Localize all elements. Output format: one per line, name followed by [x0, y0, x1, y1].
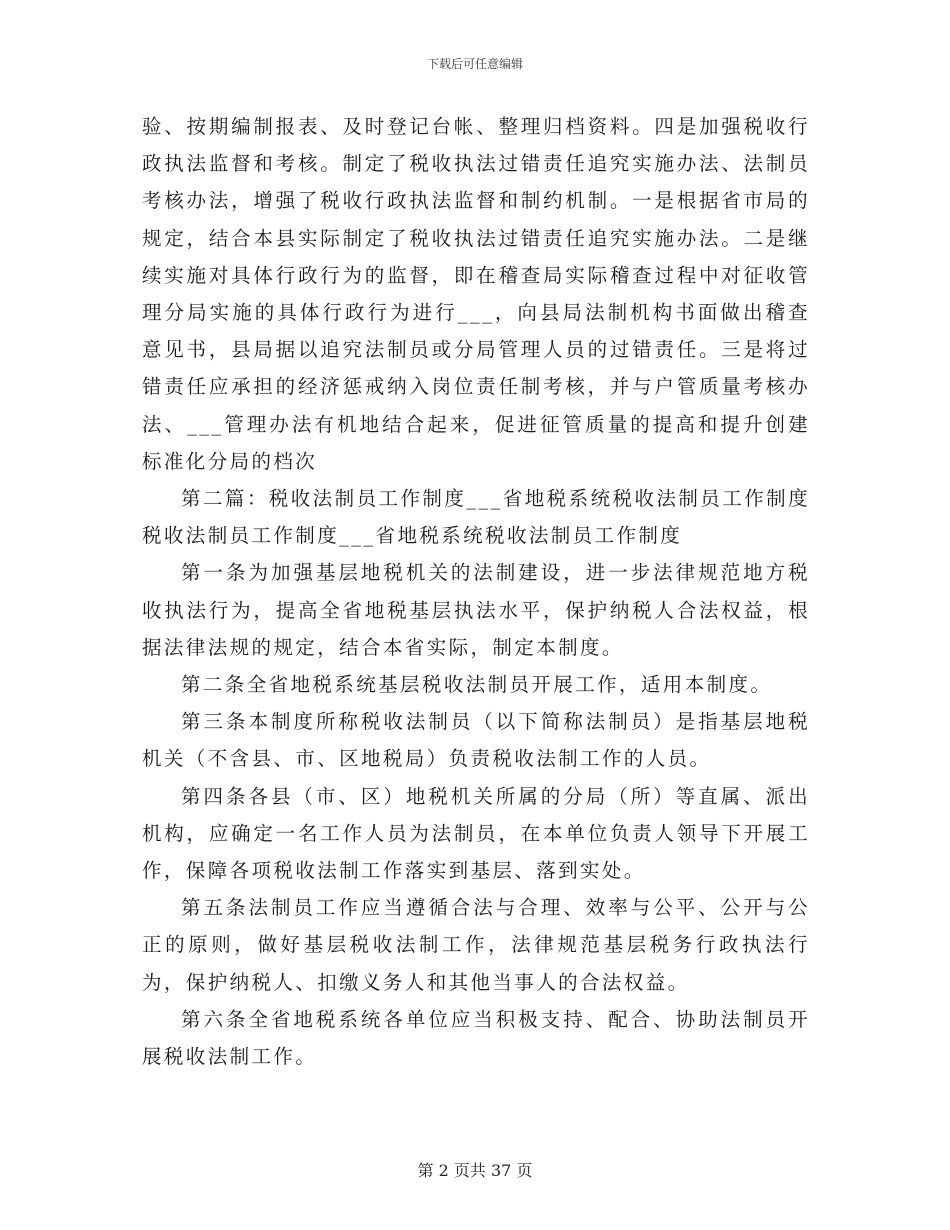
- paragraph-article-6: 第六条全省地税系统各单位应当积极支持、配合、协助法制员开展税收法制工作。: [142, 1007, 810, 1069]
- document-body: [142, 108, 810, 1075]
- header-note: 下载后可任意编辑: [426, 57, 523, 71]
- paragraph-section-title: 第二篇：税收法制员工作制度___省地税系统税收法制员工作制度税收法制员工作制度___省地税系统税收法制员工作制度: [142, 487, 810, 548]
- paragraph-article-4: 第四条各县（市、区）地税机关所属的分局（所）等直属、派出机构，应确定一名工作人员为法制员，在本单位负责人领导下开展工作，保障各项税收法制工作落实到基层、落到实处。: [142, 784, 810, 883]
- paragraph-article-2: 第二条全省地税系统基层税收法制员开展工作，适用本制度。: [181, 673, 773, 697]
- paragraph-continuation: 验、按期编制报表、及时登记台帐、整理归档资料。四是加强税收行政执法监督和考核。制定了税收执法过错责任追究实施办法、法制员考核办法，增强了税收行政执法监督和制约机制。一是根据省市局的规定，结合本县实际制定了税收执法过错责任追究实施办法。二是继续实施对具体行政行为的监督，即在稽查局实际稽查过程中对征收管理分局实施的具体行政行为进行___，向县局法制机构书面做出稽查意见书，县局据以追究法制员或分局管理人员的过错责任。三是将过错责任应承担的经济惩戒纳入岗位责任制考核，并与户管质量考核办法、___管理办法有机地结合起来，促进征管质量的提高和提升创建标准化分局的档次: [142, 115, 810, 473]
- paragraph-article-5: 第五条法制员工作应当遵循合法与合理、效率与公平、公开与公正的原则，做好基层税收法制工作，法律规范基层税务行政执法行为，保护纳税人、扣缴义务人和其他当事人的合法权益。: [142, 896, 810, 994]
- page-number: 第 2 页共 37 页: [417, 1161, 533, 1180]
- paragraph-article-1: 第一条为加强基层地税机关的法制建设，进一步法律规范地方税收执法行为，提高全省地税基层执法水平，保护纳税人合法权益，根据法律法规的规定，结合本省实际，制定本制度。: [142, 561, 810, 659]
- paragraph-article-3: 第三条本制度所称税收法制员（以下简称法制员）是指基层地税机关（不含县、市、区地税局）负责税收法制工作的人员。: [142, 710, 810, 771]
